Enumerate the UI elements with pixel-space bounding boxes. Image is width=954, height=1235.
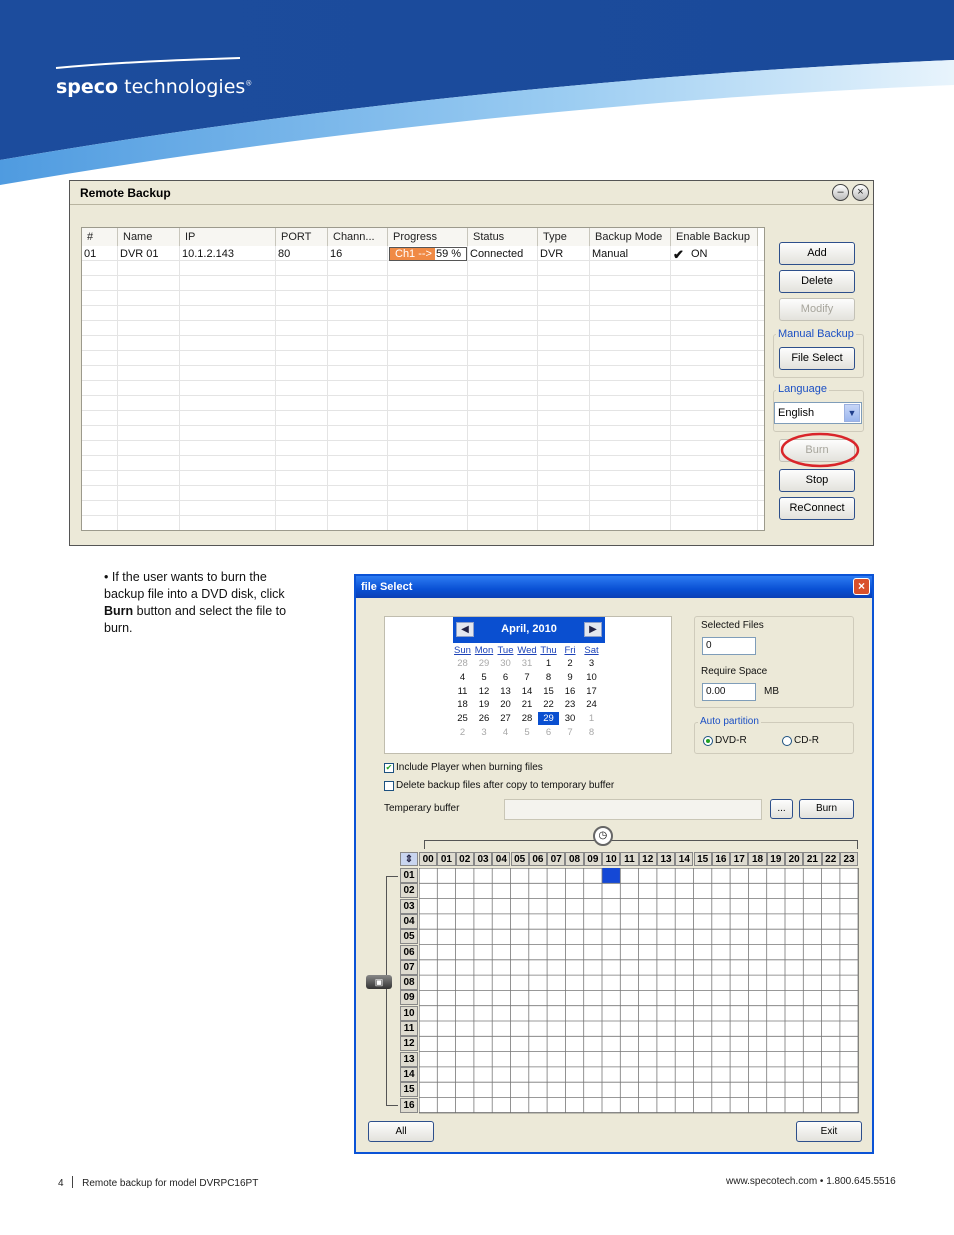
calendar-day[interactable]: 3 (588, 658, 595, 669)
column-header[interactable]: Progress (388, 228, 468, 246)
channel-header[interactable]: 14 (400, 1067, 418, 1082)
fs-burn-button[interactable]: Burn (799, 799, 854, 819)
minimize-icon[interactable]: – (832, 184, 849, 201)
calendar-dow: Sat (584, 645, 599, 656)
column-header[interactable]: # (82, 228, 118, 246)
hour-header[interactable]: 06 (529, 852, 547, 866)
calendar-day[interactable]: 25 (457, 713, 468, 725)
selected-cell[interactable] (602, 868, 620, 883)
calendar-day[interactable]: 28 (457, 658, 468, 669)
cell-enable: ON (691, 248, 708, 260)
hour-header[interactable]: 05 (511, 852, 529, 866)
window-title: file Select (361, 581, 413, 593)
calendar-day[interactable]: 6 (502, 671, 509, 683)
table-row[interactable] (82, 306, 765, 321)
table-row[interactable] (82, 336, 765, 351)
table-row[interactable] (82, 396, 765, 411)
hour-bracket-right (857, 840, 858, 849)
hour-header[interactable]: 08 (565, 852, 583, 866)
calendar-panel (384, 616, 672, 754)
calendar-day[interactable]: 14 (521, 685, 533, 697)
progress-value: 59 % (436, 248, 462, 260)
table-row[interactable] (82, 516, 765, 531)
cell-port: 80 (278, 248, 291, 260)
hour-header[interactable]: 20 (785, 852, 803, 866)
enable-checkbox[interactable]: ✔ (673, 247, 684, 262)
table-row[interactable] (82, 261, 765, 276)
brand-mark: ® (245, 79, 253, 88)
language-select[interactable] (774, 402, 862, 424)
calendar-day[interactable]: 8 (545, 671, 552, 683)
table-row[interactable] (82, 411, 765, 426)
close-icon[interactable]: × (852, 184, 869, 201)
calendar-day[interactable]: 9 (567, 671, 573, 683)
time-grid-cells[interactable] (419, 868, 859, 1114)
table-row[interactable] (82, 321, 765, 336)
sort-icon[interactable]: ⇕ (400, 852, 418, 866)
cell-status: Connected (470, 248, 524, 260)
cd-radio-label: CD-R (794, 735, 819, 746)
file-select-button[interactable]: File Select (779, 347, 855, 370)
footer-contact: www.specotech.com • 1.800.645.5516 (726, 1176, 896, 1187)
all-button[interactable]: All (368, 1121, 434, 1142)
hour-header[interactable]: 01 (437, 852, 455, 866)
calendar-day[interactable]: 10 (586, 671, 597, 683)
hour-header[interactable]: 11 (620, 852, 638, 866)
channel-header[interactable]: 04 (400, 914, 418, 929)
channel-header[interactable]: 06 (400, 945, 418, 960)
calendar-dow: Tue (497, 645, 514, 656)
include-player-checkbox[interactable]: ✔ (385, 763, 393, 772)
calendar-dow: Mon (474, 645, 494, 656)
require-space-field: 0.00 (702, 683, 756, 701)
channel-header[interactable]: 12 (400, 1036, 418, 1051)
selected-files-field: 0 (702, 637, 756, 655)
calendar-day[interactable]: 24 (586, 699, 597, 711)
hour-header[interactable]: 19 (767, 852, 785, 866)
channel-header[interactable]: 10 (400, 1006, 418, 1021)
calendar-day[interactable]: 7 (567, 727, 573, 738)
table-row[interactable] (82, 441, 765, 456)
calendar-day[interactable]: 27 (500, 713, 511, 725)
calendar-month: April, 2010 (501, 623, 557, 635)
brand-name-light: technologies (124, 76, 246, 98)
camera-icon: ▣ (366, 975, 392, 989)
calendar-day[interactable]: 7 (524, 671, 530, 683)
cd-radio[interactable] (782, 736, 792, 746)
include-player-label: Include Player when burning files (396, 762, 543, 773)
calendar-day[interactable]: 28 (521, 713, 533, 725)
delete-button[interactable]: Delete (779, 270, 855, 293)
calendar-day[interactable]: 17 (586, 685, 597, 697)
browse-button[interactable]: ... (770, 799, 793, 819)
instruction-prefix: • If the user wants to burn the backup file into a DVD disk, click (104, 570, 285, 601)
calendar-day[interactable]: 29 (478, 658, 490, 669)
cell-channel: 16 (330, 248, 343, 260)
burn-highlight-circle (779, 431, 861, 469)
calendar-day[interactable]: 4 (459, 671, 466, 683)
burn-button[interactable]: Burn (779, 439, 855, 462)
calendar-day[interactable]: 19 (478, 699, 490, 711)
channel-header[interactable]: 15 (400, 1082, 418, 1097)
reconnect-button[interactable]: ReConnect (779, 497, 855, 520)
cell-mode: Manual (592, 248, 629, 260)
chevron-down-icon[interactable]: ▼ (844, 404, 860, 422)
temp-buffer-label: Temperary buffer (384, 803, 460, 814)
modify-button[interactable]: Modify (779, 298, 855, 321)
calendar-day[interactable]: 5 (481, 671, 487, 683)
calendar-day[interactable]: 11 (457, 685, 468, 697)
file-select-titlebar (356, 576, 872, 598)
instruction-bold: Burn (104, 604, 134, 618)
hour-header[interactable]: 14 (675, 852, 693, 866)
column-header[interactable]: Name (118, 228, 180, 246)
hour-header[interactable]: 07 (547, 852, 565, 866)
table-row[interactable] (82, 501, 765, 516)
table-row[interactable] (82, 291, 765, 306)
hour-bracket-left (424, 840, 425, 849)
channel-header[interactable]: 02 (400, 883, 418, 898)
calendar-day[interactable]: 26 (478, 713, 490, 725)
calendar-dow: Sun (454, 645, 471, 656)
calendar-day[interactable]: 30 (564, 713, 576, 725)
add-button[interactable]: Add (779, 242, 855, 265)
calendar-day[interactable]: 13 (500, 685, 511, 697)
instruction-text (104, 569, 294, 637)
channel-header[interactable]: 05 (400, 929, 418, 944)
window-title: Remote Backup (80, 186, 171, 200)
cell-type: DVR (540, 248, 564, 260)
calendar-day[interactable]: 16 (564, 685, 576, 697)
progress-label: Ch1 --> (395, 248, 432, 260)
brand-name-bold: speco (56, 76, 119, 98)
exit-button[interactable]: Exit (796, 1121, 862, 1142)
column-header[interactable]: Chann... (328, 228, 388, 246)
channel-header[interactable]: 11 (400, 1021, 418, 1036)
calendar-day[interactable]: 6 (545, 727, 552, 738)
calendar-day[interactable]: 31 (521, 658, 533, 669)
table-row[interactable] (82, 381, 765, 396)
time-grid (374, 830, 858, 1112)
channel-header[interactable]: 16 (400, 1098, 418, 1113)
manual-backup-label: Manual Backup (778, 328, 854, 340)
instruction-suffix: button and select the file to burn. (104, 604, 287, 635)
remote-backup-window (69, 180, 874, 546)
hour-header[interactable]: 02 (456, 852, 474, 866)
progress-bar (389, 247, 467, 261)
hour-header[interactable]: 21 (803, 852, 821, 866)
file-select-window (354, 574, 874, 1154)
hour-header[interactable]: 18 (748, 852, 766, 866)
hour-header[interactable]: 23 (840, 852, 858, 866)
channel-bracket (386, 876, 387, 1105)
hour-header[interactable]: 10 (602, 852, 620, 866)
clock-icon: ◷ (593, 826, 613, 846)
channel-bracket-top (386, 876, 398, 877)
selected-files-label: Selected Files (701, 620, 764, 631)
table-row[interactable] (82, 456, 765, 471)
column-header[interactable]: Status (468, 228, 538, 246)
calendar-day[interactable]: 29 (538, 712, 559, 725)
column-header[interactable]: Type (538, 228, 590, 246)
calendar-day[interactable]: 22 (543, 699, 554, 711)
calendar-dow: Thu (540, 645, 557, 656)
calendar-day[interactable]: 5 (524, 727, 530, 738)
calendar-day[interactable]: 12 (478, 685, 490, 697)
calendar-day[interactable]: 2 (567, 658, 573, 669)
page-number: 4 (58, 1178, 64, 1189)
channel-header[interactable]: 13 (400, 1052, 418, 1067)
calendar-day[interactable]: 30 (500, 658, 511, 669)
require-space-label: Require Space (701, 666, 768, 677)
hour-header[interactable]: 04 (492, 852, 510, 866)
channel-header[interactable]: 09 (400, 990, 418, 1005)
channel-header[interactable]: 08 (400, 975, 418, 990)
table-row[interactable] (82, 366, 765, 381)
column-header[interactable]: IP (180, 228, 276, 246)
table-row[interactable] (82, 276, 765, 291)
stop-button[interactable]: Stop (779, 469, 855, 492)
hour-header[interactable]: 22 (822, 852, 840, 866)
calendar-day[interactable]: 4 (502, 727, 509, 738)
calendar-day[interactable]: 20 (500, 699, 511, 711)
brand-logo (56, 76, 252, 98)
cell-num: 01 (84, 248, 97, 260)
doc-title: Remote backup for model DVRPC16PT (82, 1178, 259, 1189)
footer-divider (72, 1176, 73, 1188)
dvd-radio[interactable] (703, 736, 713, 746)
chevron-left-icon[interactable]: ◀ (456, 622, 474, 637)
calendar-day[interactable]: 15 (543, 685, 554, 697)
delete-backup-label: Delete backup files after copy to temporary buffer (396, 780, 615, 791)
hour-header[interactable]: 09 (584, 852, 602, 866)
hour-header[interactable]: 16 (712, 852, 730, 866)
table-row[interactable] (82, 471, 765, 486)
calendar-day[interactable]: 8 (588, 727, 595, 738)
calendar-day[interactable]: 3 (481, 727, 487, 738)
remote-backup-titlebar (70, 181, 873, 205)
table-row[interactable] (82, 351, 765, 366)
hour-header[interactable]: 17 (730, 852, 748, 866)
calendar-day[interactable]: 1 (588, 713, 595, 725)
footer-left (58, 1176, 258, 1189)
calendar-day[interactable]: 21 (521, 699, 533, 711)
calendar-dow: Wed (517, 645, 537, 656)
require-space-unit: MB (764, 686, 779, 697)
column-header[interactable]: Backup Mode (590, 228, 671, 246)
calendar-day[interactable]: 18 (457, 699, 468, 711)
auto-partition-label: Auto partition (700, 716, 759, 727)
calendar-dow: Fri (564, 645, 576, 656)
temp-buffer-input[interactable] (504, 799, 762, 820)
close-icon[interactable]: × (853, 578, 870, 595)
cell-ip: 10.1.2.143 (182, 248, 234, 260)
channel-header[interactable]: 03 (400, 899, 418, 914)
hour-header[interactable]: 12 (639, 852, 657, 866)
channel-header[interactable]: 01 (400, 868, 418, 883)
channel-bracket-bottom (386, 1105, 398, 1106)
hour-bracket (424, 840, 858, 841)
hour-header[interactable]: 00 (419, 852, 437, 866)
dvr-list-grid (81, 227, 765, 531)
channel-header[interactable]: 07 (400, 960, 418, 975)
cell-name: DVR 01 (120, 248, 159, 260)
dvd-radio-label: DVD-R (715, 735, 747, 746)
hour-header[interactable]: 15 (694, 852, 712, 866)
language-label: Language (778, 383, 827, 395)
calendar-day[interactable]: 23 (564, 699, 576, 711)
column-header[interactable]: Enable Backup (671, 228, 758, 246)
calendar-day[interactable]: 2 (459, 727, 466, 738)
calendar-header (453, 617, 605, 643)
delete-backup-checkbox[interactable] (384, 781, 394, 791)
chevron-right-icon[interactable]: ▶ (584, 622, 602, 637)
column-header[interactable]: PORT (276, 228, 328, 246)
table-row[interactable] (82, 426, 765, 441)
calendar-day[interactable]: 1 (545, 658, 552, 669)
hour-header[interactable]: 03 (474, 852, 492, 866)
hour-header[interactable]: 13 (657, 852, 675, 866)
language-value: English (778, 407, 815, 419)
table-row[interactable] (82, 486, 765, 501)
header-banner (0, 0, 954, 200)
